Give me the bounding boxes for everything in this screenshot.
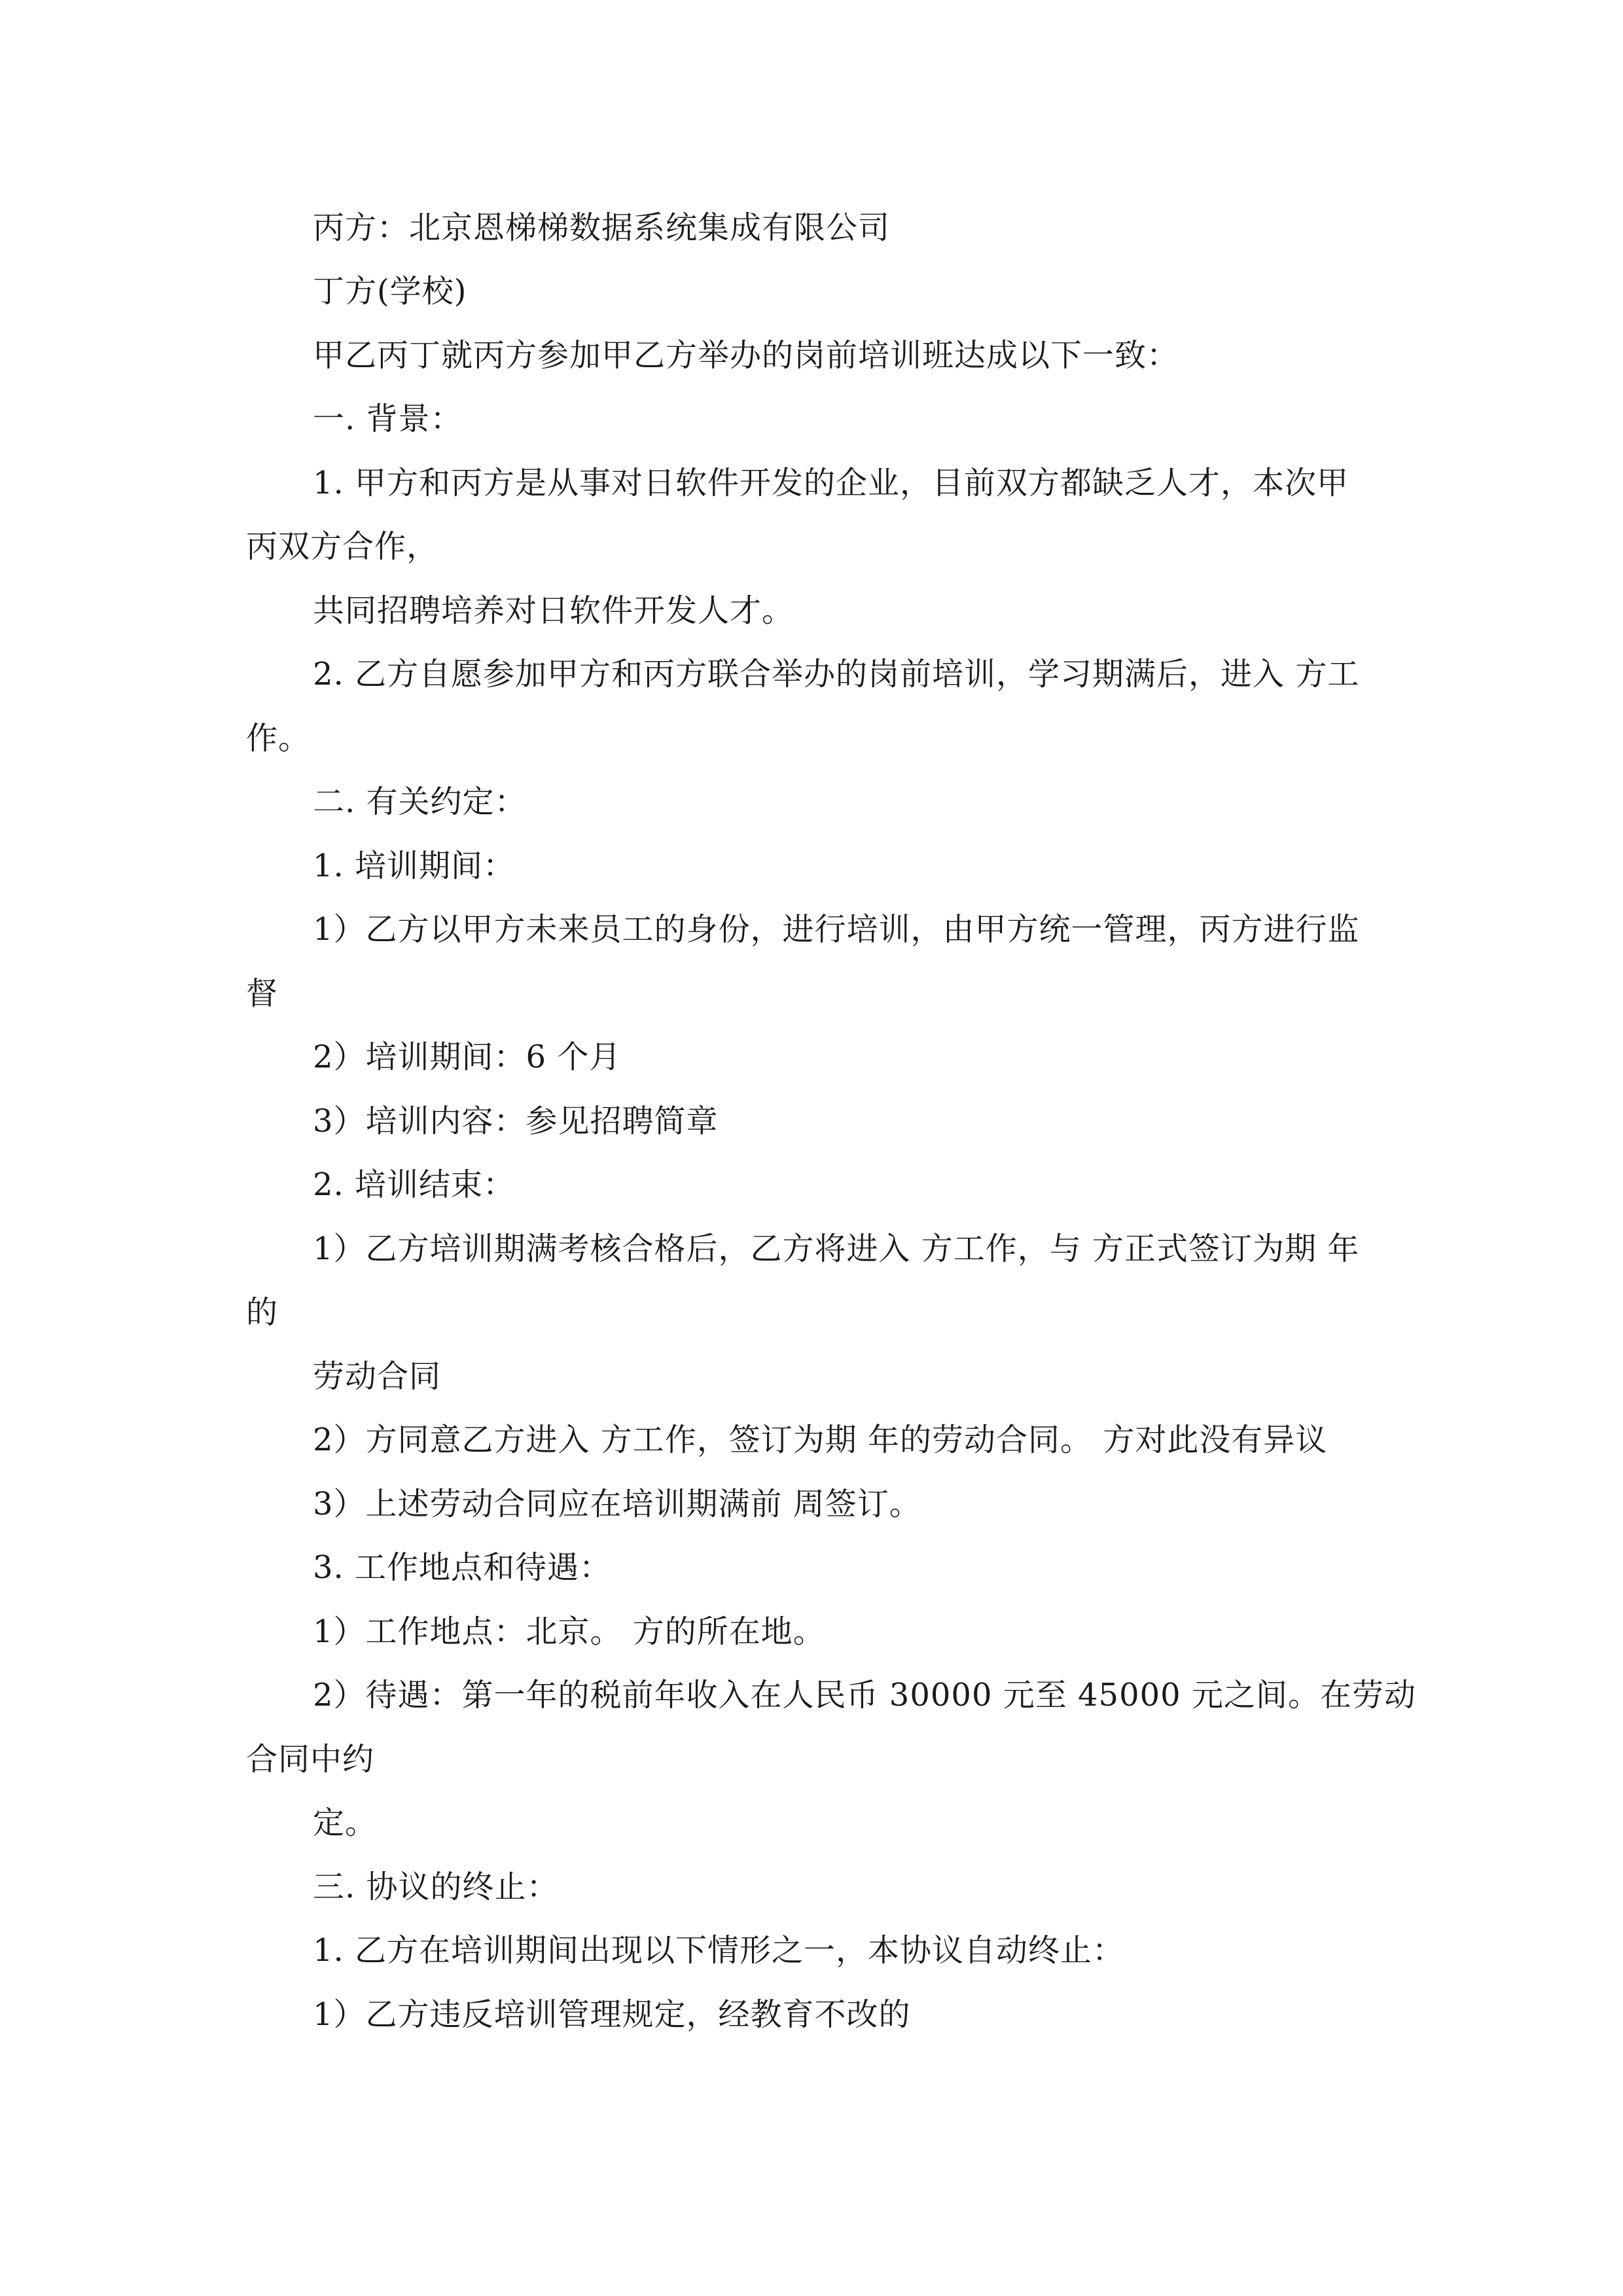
agreement-intro: 甲乙丙丁就丙方参加甲乙方举办的岗前培训班达成以下一致： [313,337,1179,374]
paragraph-line: 督 [246,975,279,1012]
subsection-heading: 2. 培训结束： [313,1166,516,1203]
paragraph-line: 的 [246,1294,279,1331]
paragraph-line: 2）方同意乙方进入 方工作，签订为期 年的劳动合同。 方对此没有异议 [313,1422,1328,1458]
subsection-heading: 3. 工作地点和待遇： [313,1549,612,1586]
paragraph-line: 3）培训内容：参见招聘简章 [313,1103,719,1139]
section-heading: 一. 背景： [313,401,463,437]
paragraph-line: 作。 [246,720,311,757]
paragraph-line: 1）工作地点：北京。 方的所在地。 [313,1613,825,1650]
paragraph-line: 2）培训期间：6 个月 [313,1039,622,1075]
subsection-heading: 1. 培训期间： [313,848,516,884]
paragraph-line: 1. 乙方在培训期间出现以下情形之一，本协议自动终止： [313,1932,1125,1969]
section-heading: 三. 协议的终止： [313,1869,559,1905]
paragraph-line: 劳动合同 [313,1358,442,1395]
paragraph-line: 2. 乙方自愿参加甲方和丙方联合举办的岗前培训，学习期满后，进入 方工 [313,656,1360,692]
party-d-line: 丁方(学校) [313,273,467,310]
section-heading: 二. 有关约定： [313,783,527,820]
paragraph-line: 2）待遇：第一年的税前年收入在人民币 30000 元至 45000 元之间。在劳动 [313,1677,1416,1713]
paragraph-line: 1）乙方培训期满考核合格后，乙方将进入 方工作，与 方正式签订为期 年 [313,1230,1360,1267]
party-c-line: 丙方：北京恩梯梯数据系统集成有限公司 [313,209,891,246]
paragraph-line: 1）乙方违反培训管理规定，经教育不改的 [313,1996,911,2033]
paragraph-line: 3）上述劳动合同应在培训期满前 周签订。 [313,1486,921,1522]
paragraph-line: 定。 [313,1804,378,1841]
paragraph-line: 丙双方合作， [246,528,439,565]
paragraph-line: 合同中约 [246,1741,375,1778]
paragraph-line: 1）乙方以甲方未来员工的身份，进行培训，由甲方统一管理，丙方进行监 [313,911,1360,948]
paragraph-line: 1. 甲方和丙方是从事对日软件开发的企业，目前双方都缺乏人才，本次甲 [313,465,1349,501]
paragraph-line: 共同招聘培养对日软件开发人才。 [313,592,794,629]
